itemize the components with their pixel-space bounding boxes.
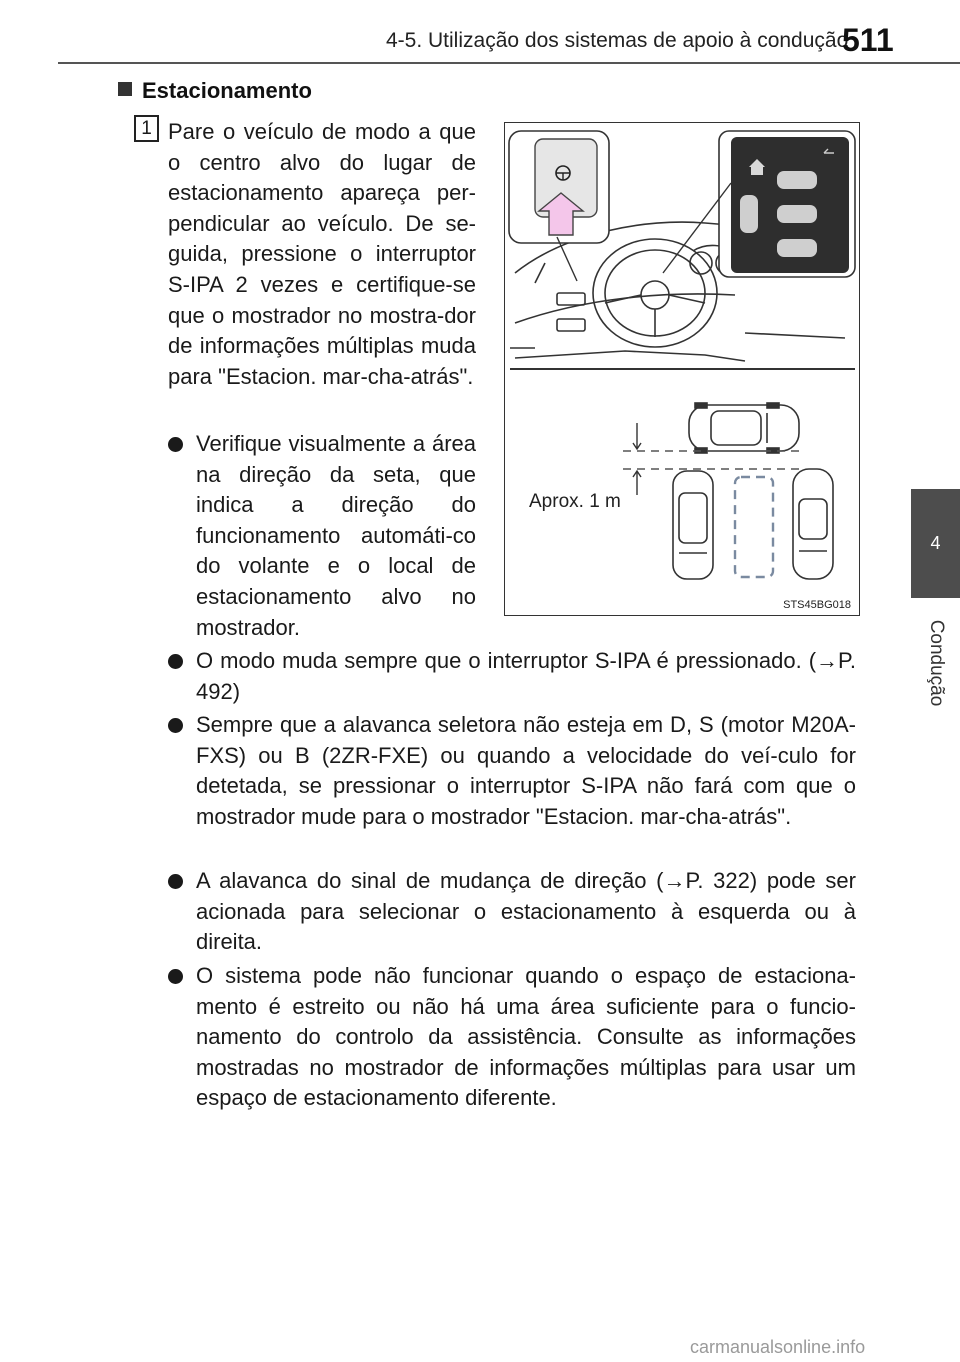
parked-car-right	[793, 469, 833, 579]
list-item	[168, 961, 856, 1117]
bullet-text: O modo muda sempre que o interruptor S-IPA é pressionado. (→P. 492)	[196, 648, 856, 704]
bullet-dot-icon	[168, 969, 183, 984]
header-rule	[58, 62, 960, 64]
bullet-dot-icon	[168, 874, 183, 889]
bullet-dot-icon	[168, 718, 183, 733]
bullet-dot-icon	[168, 654, 183, 669]
chapter-tab	[911, 489, 960, 598]
watermark: carmanualsonline.info	[690, 1337, 866, 1357]
list-item	[168, 429, 476, 645]
chapter-label-text: Condução	[926, 619, 947, 707]
distance-arrows-icon	[633, 423, 641, 495]
chapter-number: 4	[930, 533, 941, 553]
bullet-text: Verifique visualmente a área na direção da seta, que indica a direção do funcionamento automáti-co do volante e o local de estacionamento alvo no mostrador.	[196, 431, 476, 640]
switch-inset	[509, 131, 609, 281]
bullet-text: Sempre que a alavanca seletora não esteja em D, S (motor M20A-FXS) ou B (2ZR-FXE) ou quando a velocidade do veí-culo for detetada, se pressionar o interruptor S-IPA não fará com que o mostrador mude para o mostrador "Estacion. mar-cha-atrás".	[196, 712, 856, 829]
parking-illustration	[504, 122, 860, 616]
display-inset	[663, 131, 855, 277]
bullet-dot-icon	[168, 437, 183, 452]
illustration-drawing	[505, 123, 860, 616]
list-item	[168, 646, 856, 708]
bullet-text: A alavanca do sinal de mudança de direção (→P. 322) pode ser acionada para selecionar o estacionamento à esquerda ou à direita.	[196, 868, 856, 955]
heading-square-icon	[118, 82, 132, 96]
figure-code: STS45BG018	[783, 599, 851, 611]
target-space	[735, 477, 773, 577]
section-heading	[118, 78, 312, 104]
parked-car-left	[673, 471, 713, 579]
distance-label: Aprox. 1 m	[529, 491, 621, 512]
list-item	[168, 866, 856, 959]
list-item	[168, 710, 856, 865]
chapter-label	[912, 608, 960, 718]
section-title: 4-5. Utilização dos sistemas de apoio à condução	[386, 29, 849, 52]
step-number-badge: 1	[134, 115, 159, 142]
step-text: Pare o veículo de modo a que o centro alvo do lugar de estacionamento apareça per-pendicular ao veículo. De se-guida, pressione o interruptor S-IPA 2 vezes e certifique-se que o mostrador no mostra-dor de informações múltiplas muda para "Estacion. mar-cha-atrás".	[168, 119, 476, 389]
bullet-text: O sistema pode não funcionar quando o espaço de estaciona-mento é estreito ou não há uma área suficiente para o funcio-namento do controlo da assistência. Consulte as informações mostradas no mostrador de informações múltiplas para usar um espaço de estacionamento diferente.	[196, 963, 856, 1111]
heading-text: Estacionamento	[142, 78, 312, 103]
own-car	[689, 403, 799, 453]
page-number: 511	[842, 22, 894, 58]
